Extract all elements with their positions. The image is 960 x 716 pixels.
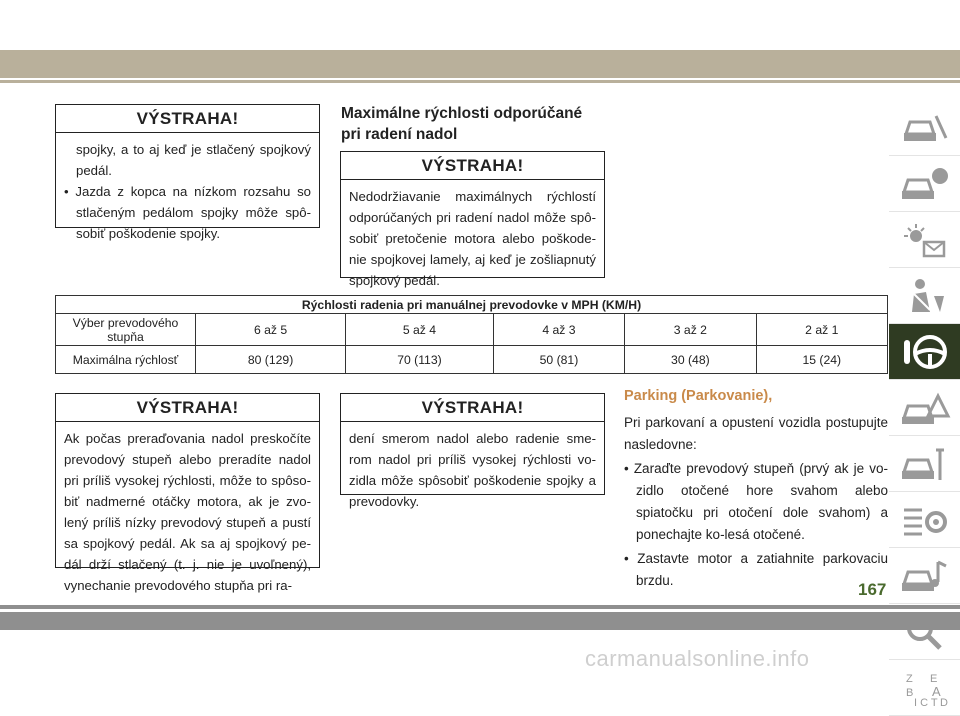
footer-band	[0, 612, 960, 630]
warning-bullet: • Jazda z kopca na nízkom rozsahu so stlačeným pedálom spojky môže spô-sobiť poškodenie spojky.	[64, 184, 311, 241]
warning-box-skip-gear	[55, 393, 320, 593]
parking-bullet: • Zaraďte prevodový stupeň (prvý ak je vo-zidlo otočené hore svahom alebo spiatočku pri otočení dole svahom) a ponechajte ko-lesá otočené.	[624, 461, 888, 542]
table-cell: 15 (24)	[756, 346, 887, 374]
table-row	[56, 314, 888, 346]
warning-text: spojky, a to aj keď je stlačený spojkový pedál.	[76, 142, 311, 178]
footer-rule	[0, 605, 960, 609]
svg-text:Z: Z	[905, 672, 913, 685]
car-info-icon	[900, 164, 950, 204]
warning-box-clutch	[55, 104, 320, 241]
page-number: 167	[858, 580, 887, 599]
tab-multimedia[interactable]	[889, 548, 960, 604]
tab-starting-operating[interactable]	[889, 324, 960, 380]
specs-gear-icon	[900, 500, 950, 540]
tab-safety[interactable]	[889, 268, 960, 324]
table-title: Rýchlosti radenia pri manuálnej prevodovke v MPH (KM/H)	[56, 296, 888, 314]
warning-title: VÝSTRAHA!	[341, 152, 604, 180]
car-warning-icon	[900, 108, 950, 148]
seatbelt-airbag-icon	[900, 276, 950, 316]
svg-text:A: A	[931, 683, 941, 699]
tab-servicing[interactable]	[889, 436, 960, 492]
lights-message-icon	[900, 220, 950, 260]
car-hazard-icon	[900, 388, 950, 428]
header-rule	[0, 80, 960, 83]
warning-title: VÝSTRAHA!	[56, 105, 319, 133]
warning-title: VÝSTRAHA!	[56, 394, 319, 422]
row-label: Maximálna rýchlosť	[56, 346, 196, 374]
tab-getting-to-know[interactable]	[889, 100, 960, 156]
svg-text:B: B	[905, 686, 913, 699]
parking-text	[624, 412, 888, 594]
table-cell: 50 (81)	[493, 346, 624, 374]
warning-box-downshift	[340, 151, 605, 288]
table-cell: 80 (129)	[196, 346, 346, 374]
section-heading: Maximálne rýchlosti odporúčané pri radení nadol	[341, 105, 583, 143]
tab-specifications[interactable]	[889, 492, 960, 548]
table-cell: 5 až 4	[346, 314, 494, 346]
warning-text: dení smerom nadol alebo radenie sme-rom nadol pri príliš vysokej rýchlosti vo-zidla môže spôsobiť poškodenie spojky a prevodovky.	[349, 431, 596, 509]
parking-intro: Pri parkovaní a opustení vozidla postupujte nasledovne:	[624, 415, 888, 452]
parking-heading: Parking (Parkovanie),	[624, 388, 773, 404]
tab-lights-messages[interactable]	[889, 212, 960, 268]
audio-media-icon	[900, 556, 950, 596]
shift-speed-table	[55, 295, 888, 374]
svg-text:E: E	[929, 672, 937, 685]
table-cell: 3 až 2	[625, 314, 756, 346]
table-cell: 30 (48)	[625, 346, 756, 374]
warning-text: Nedodržiavanie maximálnych rýchlostí odporúčaných pri radení nadol môže spô-sobiť pretočenie motora alebo poškode-nie spojkovej lamely, aj keď je zošliapnutý spojkový pedál.	[349, 189, 596, 288]
watermark: carmanualsonline.info	[585, 646, 810, 671]
warning-box-continued	[340, 393, 605, 509]
table-cell: 70 (113)	[346, 346, 494, 374]
alphabet-index-icon	[900, 668, 950, 708]
warning-title: VÝSTRAHA!	[341, 394, 604, 422]
header-band	[0, 50, 960, 78]
car-service-icon	[900, 444, 950, 484]
tab-index[interactable]	[889, 660, 960, 716]
parking-bullet: • Zastavte motor a zatiahnite parkovaciu brzdu.	[624, 551, 888, 588]
svg-text:I C T: I C T	[913, 696, 938, 709]
steering-wheel-icon	[900, 332, 950, 372]
table-cell: 4 až 3	[493, 314, 624, 346]
svg-text:D: D	[939, 696, 948, 709]
warning-text: Ak počas preraďovania nadol preskočíte prevodový stupeň alebo preradíte nadol pri príliš vysokej rýchlosti, môže to spôso-biť nadmerné otáčky motora, ak je zvo-lený príliš nízky prevodový stupeň a pustí sa spojkový pedál. Ak sa aj spojkový pe-dál drží stlačený (t. j. nie je uvoľnený), vynechanie prevodového stupňa pri ra-	[64, 431, 311, 593]
tab-emergency[interactable]	[889, 380, 960, 436]
table-row	[56, 346, 888, 374]
table-cell: 2 až 1	[756, 314, 887, 346]
table-cell: 6 až 5	[196, 314, 346, 346]
tab-dashboard[interactable]	[889, 156, 960, 212]
row-label: Výber prevodového stupňa	[56, 314, 196, 346]
